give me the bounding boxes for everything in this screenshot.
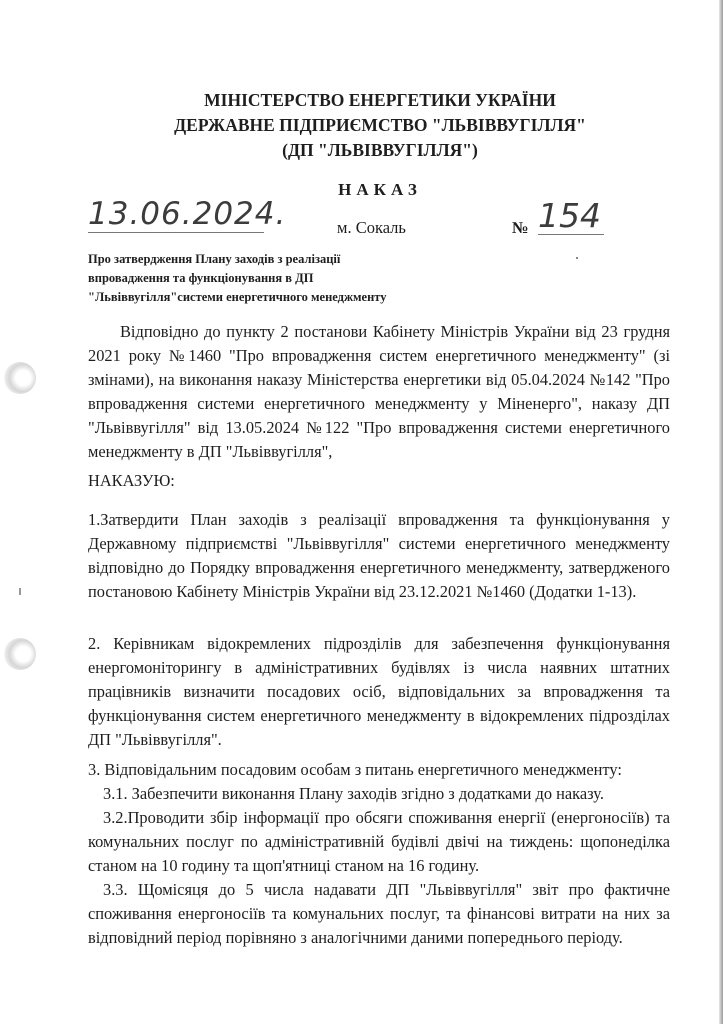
item-3-block <box>88 758 670 950</box>
number-underline <box>538 234 604 235</box>
item-3-1: 3.1. Забезпечити виконання Плану заходів згідно з додатками до наказу. <box>103 784 604 803</box>
handwritten-date: 13.06.2024. <box>88 196 287 232</box>
document-type: НАКАЗ <box>338 180 422 199</box>
subject-line: впровадження та функціонування в ДП <box>88 271 314 285</box>
punch-hole <box>4 362 36 394</box>
ministry-title: МІНІСТЕРСТВО ЕНЕРГЕТИКИ УКРАЇНИ <box>204 90 556 110</box>
number-label: № <box>512 218 529 237</box>
item-3-3: 3.3. Щомісяця до 5 числа надавати ДП "Львіввугілля" звіт про фактичне споживання енергоносіїв та комунальних послуг, та фінансові витрати на них за відповідний період порівняно з аналогічними даними попереднього періоду. <box>88 880 670 947</box>
enterprise-title: ДЕРЖАВНЕ ПІДПРИЄМСТВО "ЛЬВІВВУГІЛЛЯ" <box>174 115 586 135</box>
scan-mark <box>19 588 21 595</box>
scan-edge <box>719 0 723 1024</box>
handwritten-number: 154 <box>538 196 601 235</box>
city: м. Сокаль <box>337 218 406 237</box>
preamble-paragraph: Відповідно до пункту 2 постанови Кабінету Міністрів України від 23 грудня 2021 року №1460 "Про впровадження систем енергетичного менеджменту" (зі змінами), на виконання наказу Міністерства енергетики від 05.04.2024 №142 "Про впровадження системи енергетичного менеджменту у Міненерго", наказу ДП "Львіввугілля" від 13.05.2024 №122 "Про впровадження системи енергетичного менеджменту в ДП "Львіввугілля", <box>88 322 670 461</box>
enterprise-short-title: (ДП "ЛЬВІВВУГІЛЛЯ") <box>282 140 478 160</box>
order-word: НАКАЗУЮ: <box>88 471 175 490</box>
subject-line: Про затвердження Плану заходів з реалізації <box>88 252 341 266</box>
subject-line: "Львіввугілля"системи енергетичного менеджменту <box>88 290 387 304</box>
date-underline <box>88 232 264 233</box>
item-3-2: 3.2.Проводити збір інформації про обсяги споживання енергії (енергоносіїв) та комунальних послуг по адміністративній будівлі двічі на тиждень: щопонеділка станом на 10 годину та щоп'ятниці станом на 16 годину. <box>88 808 670 875</box>
scan-dot <box>576 257 578 259</box>
item-1: 1.Затвердити План заходів з реалізації впровадження та функціонування у Державному підприємстві "Львіввугілля" системи енергетичного менеджменту відповідно до Порядку впровадження енергетичного менеджменту, затвердженого постановою Кабінету Міністрів України від 23.12.2021 №1460 (Додатки 1-13). <box>88 510 670 601</box>
order-subject <box>88 250 438 307</box>
item-2: 2. Керівникам відокремлених підрозділів для забезпечення функціонування енергомоніторингу в адміністративних будівлях із числа наявних штатних працівників визначити посадових осіб, відповідальних за впровадження та функціонування систем енергетичного менеджменту в відокремлених підрозділах ДП "Львіввугілля". <box>88 634 670 749</box>
item-3: 3. Відповідальним посадовим особам з питань енергетичного менеджменту: <box>88 760 622 779</box>
punch-hole <box>4 638 36 670</box>
